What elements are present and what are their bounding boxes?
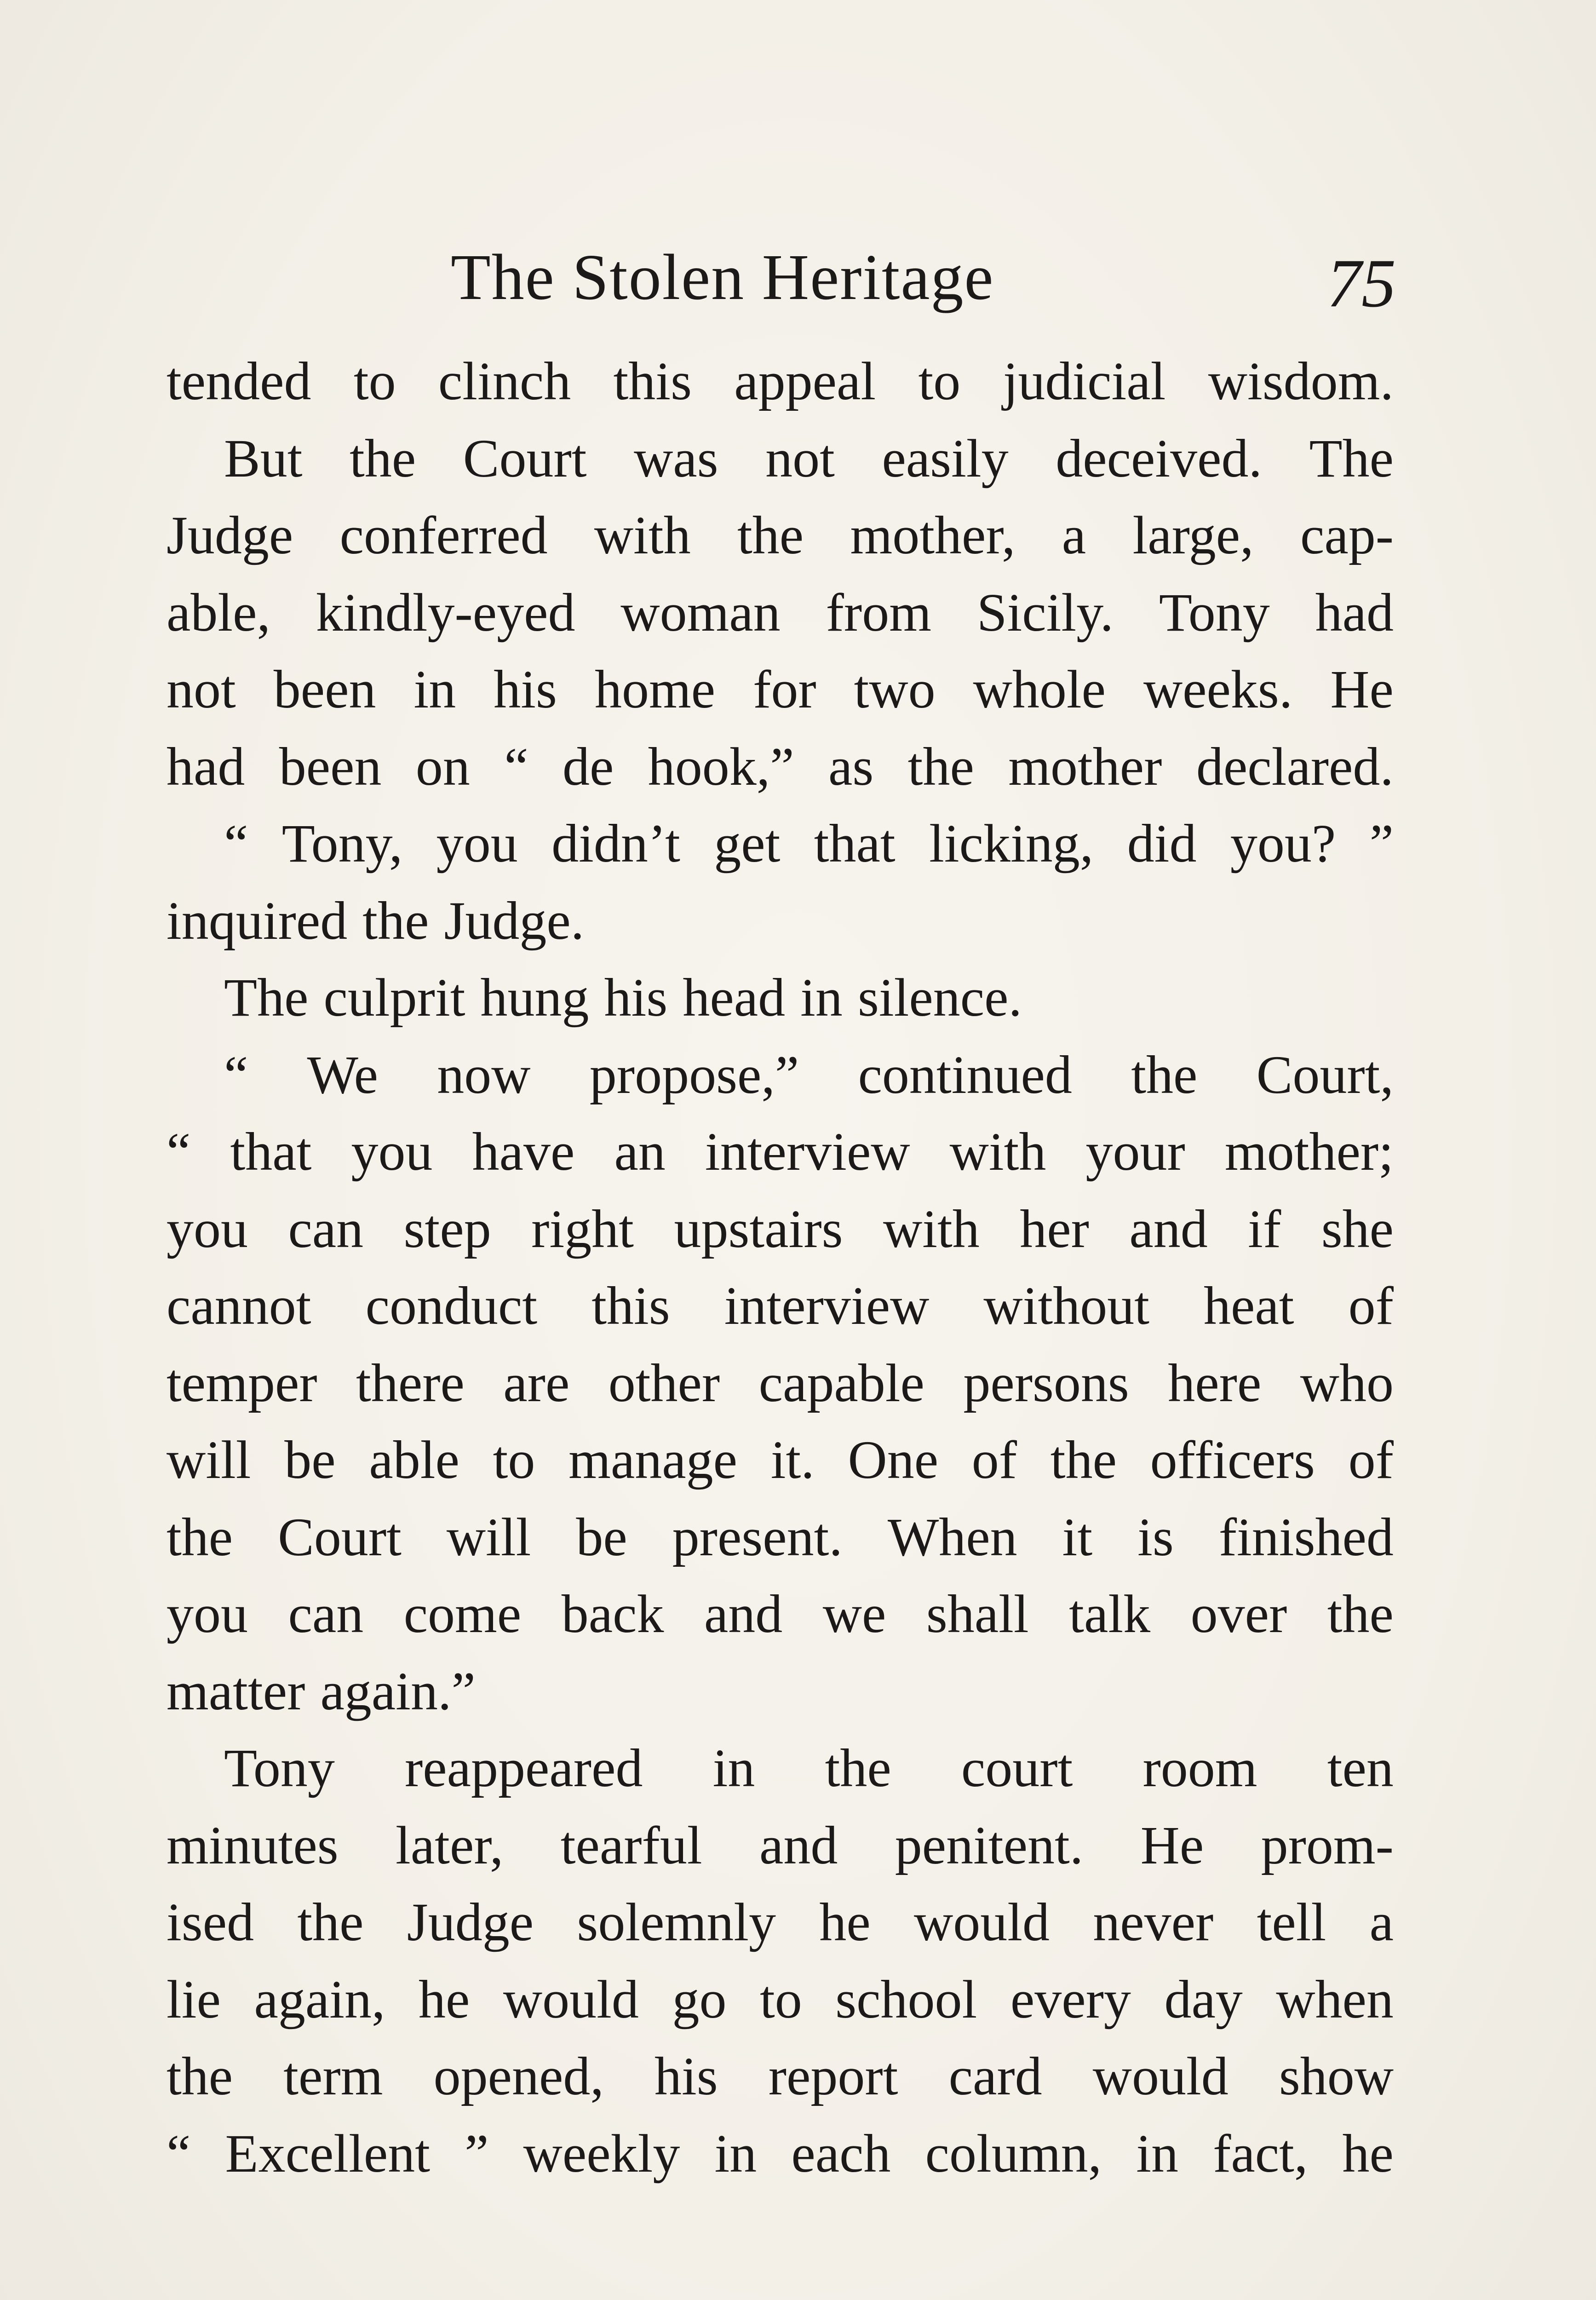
text-line: not been in his home for two whole weeks. He — [166, 659, 1394, 719]
text-line: “ Tony, you didn’t get that licking, did you? ” — [224, 813, 1394, 874]
text-line: Judge conferred with the mother, a large, cap- — [166, 505, 1394, 565]
text-line: “ Excellent ” weekly in each column, in fact, he — [166, 2123, 1394, 2184]
text-line: you can come back and we shall talk over the — [166, 1584, 1394, 1644]
text-line: minutes later, tearful and penitent. He prom- — [166, 1815, 1394, 1875]
text-line: cannot conduct this interview without heat of — [166, 1276, 1394, 1336]
text-line: temper there are other capable persons here who — [166, 1352, 1394, 1413]
text-line: inquired the Judge. — [166, 890, 585, 951]
text-line: able, kindly-eyed woman from Sicily. Tony had — [166, 582, 1394, 643]
text-line: “ We now propose,” continued the Court, — [224, 1044, 1394, 1105]
text-line: tended to clinch this appeal to judicial wisdom. — [166, 351, 1394, 411]
running-title: The Stolen Heritage — [451, 241, 994, 313]
text-line: lie again, he would go to school every day when — [166, 1969, 1394, 2030]
text-line: had been on “ de hook,” as the mother declared. — [166, 736, 1394, 797]
text-line: ised the Judge solemnly he would never tell a — [166, 1892, 1394, 1952]
text-line: “ that you have an interview with your mother; — [166, 1121, 1394, 1182]
page-number: 75 — [1327, 245, 1396, 322]
text-line: Tony reappeared in the court room ten — [224, 1738, 1394, 1798]
text-line: will be able to manage it. One of the officers of — [166, 1430, 1394, 1490]
text-line: the Court will be present. When it is finished — [166, 1506, 1394, 1567]
text-line: matter again.” — [166, 1661, 476, 1721]
text-line: you can step right upstairs with her and if she — [166, 1198, 1394, 1259]
text-line: The culprit hung his head in silence. — [224, 967, 1022, 1028]
text-line: the term opened, his report card would show — [166, 2046, 1394, 2106]
text-line: But the Court was not easily deceived. The — [224, 428, 1394, 489]
body-text — [166, 343, 1394, 2192]
